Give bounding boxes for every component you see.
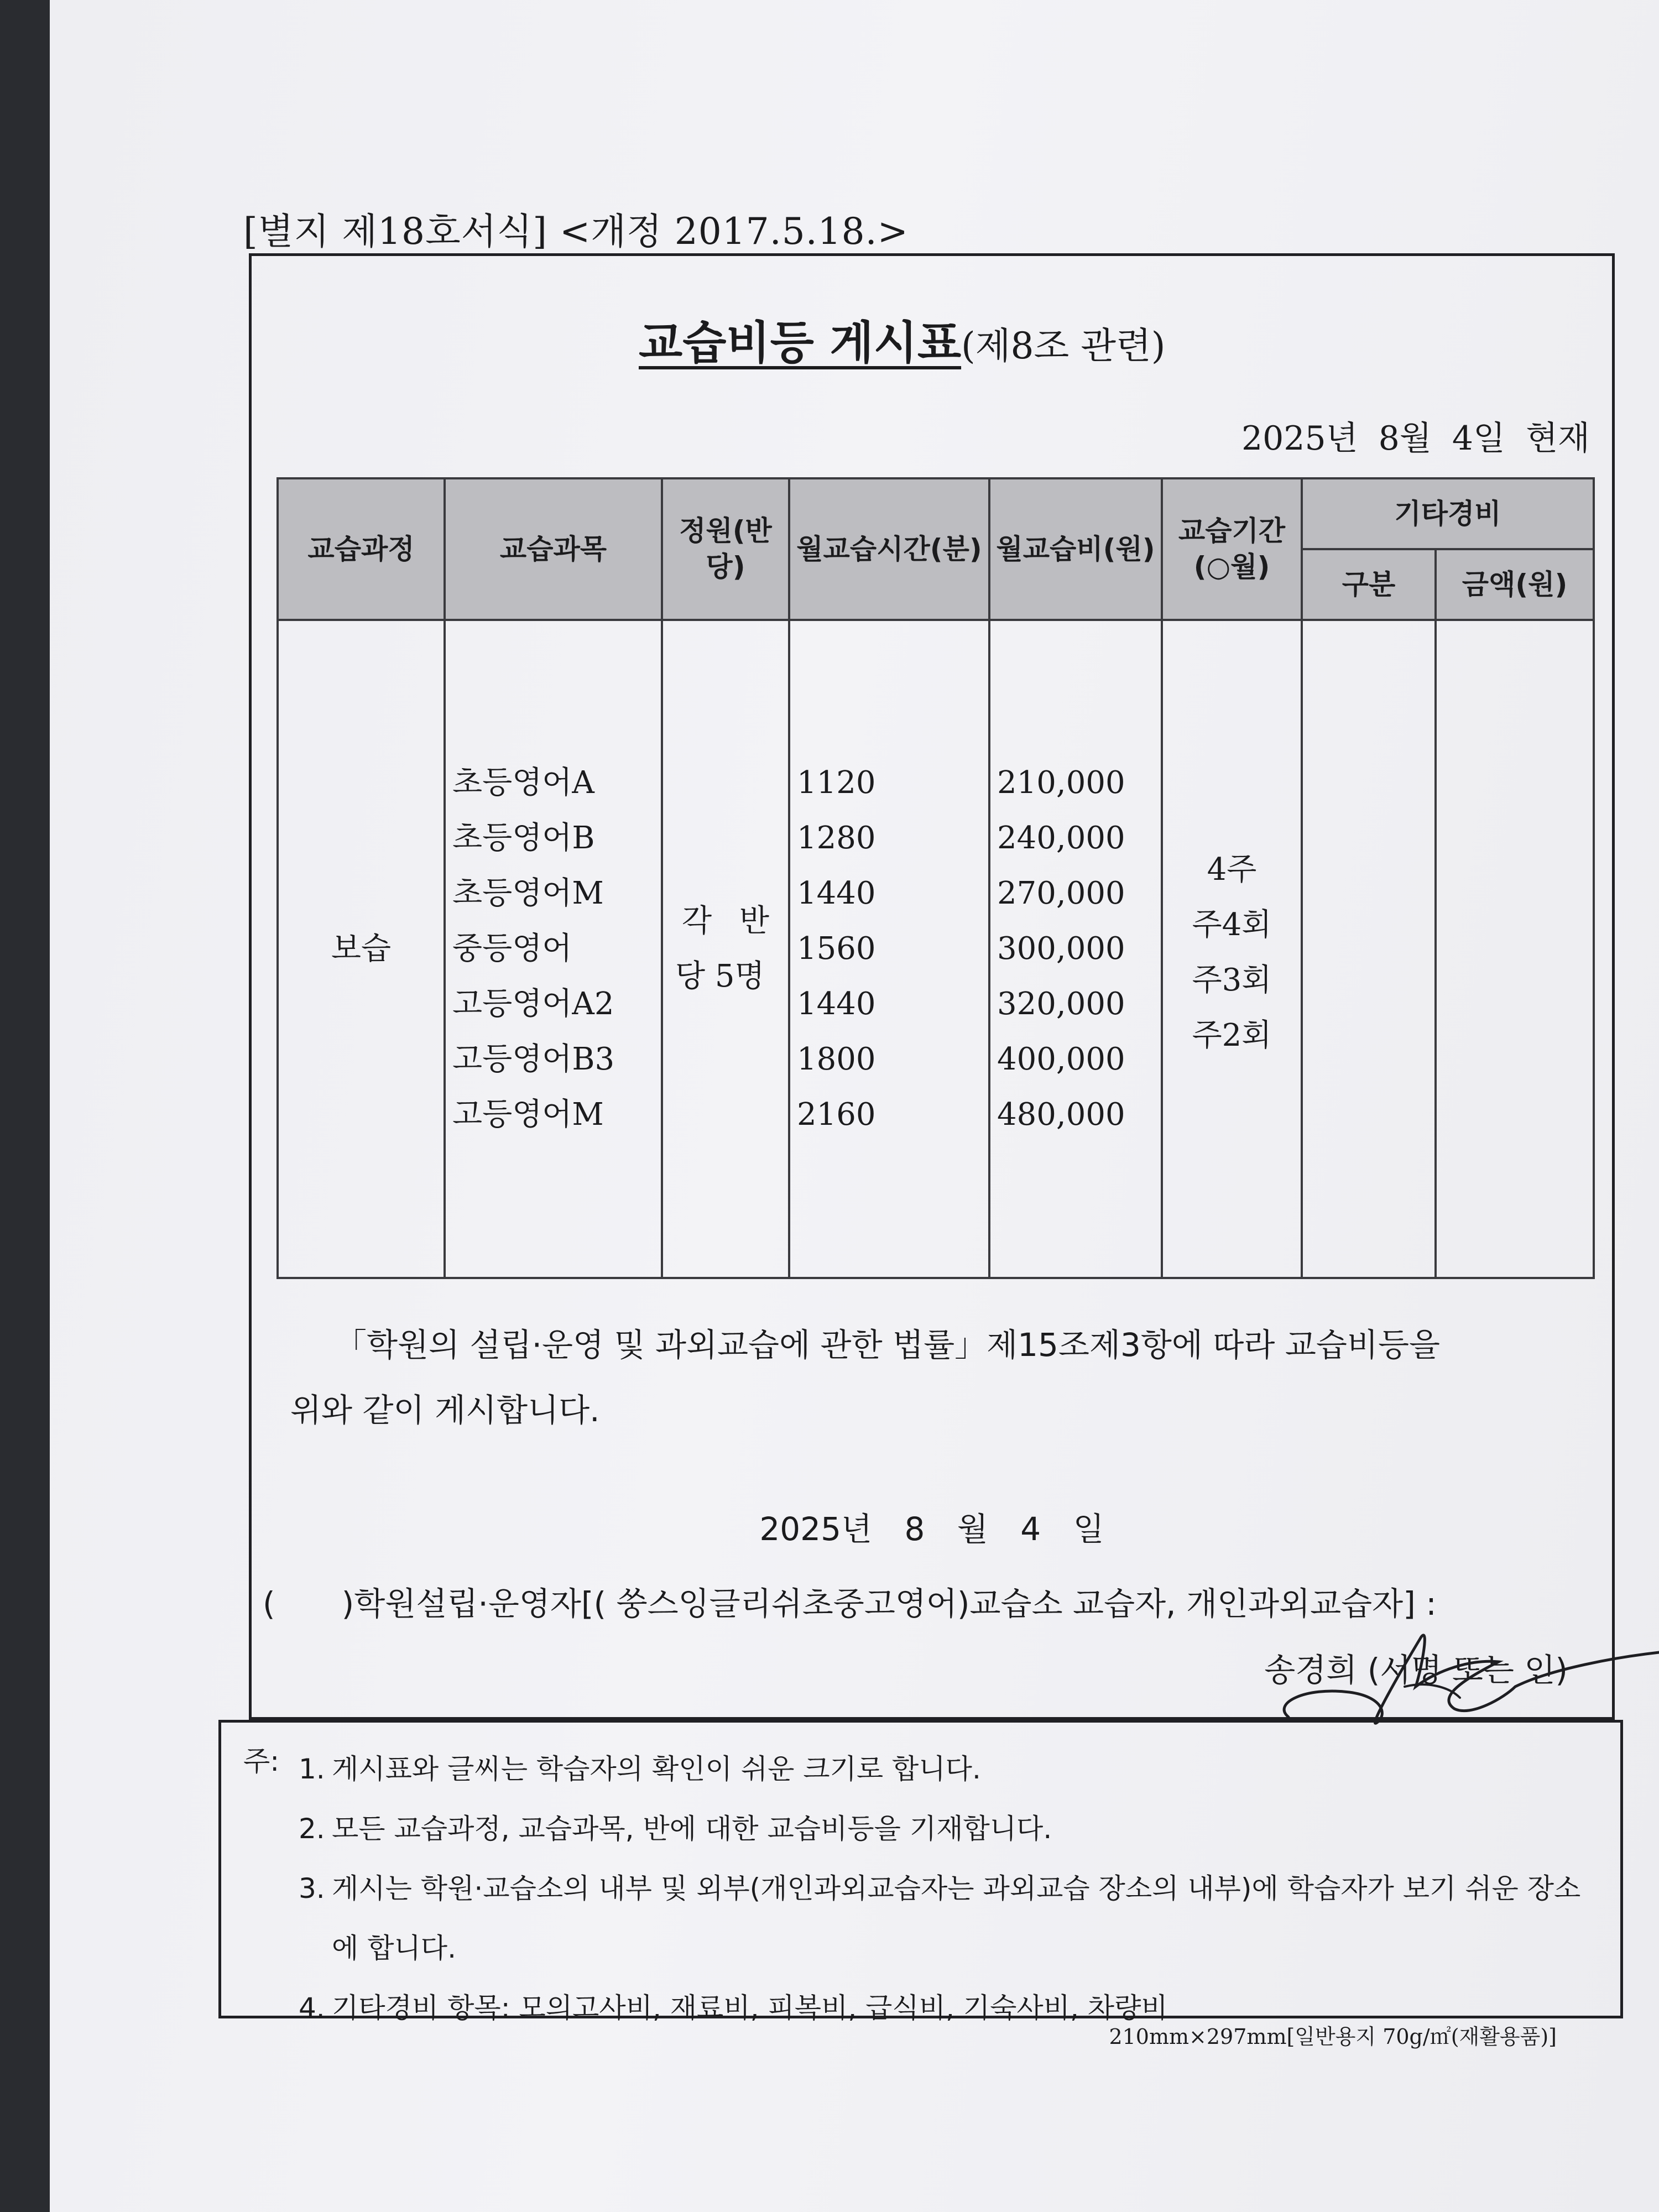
- fee-table: [276, 477, 1595, 1279]
- other-category-cell: [1302, 620, 1436, 1278]
- note-item: [299, 1739, 1582, 1799]
- notes-box: [218, 1720, 1623, 2024]
- as-of-date: 2025년 8월 4일 현재: [1241, 419, 1590, 458]
- table-row: [278, 620, 1594, 1278]
- signature-date: 2025년 8 월 4 일: [759, 1510, 1104, 1548]
- capacity-line: 당 5명: [675, 958, 765, 994]
- operator-text: )학원설립·운영자[( 쑹스잉글리쉬초중고영어)교습소 교습자, 개인과외교습자] :: [341, 1585, 1437, 1623]
- subject-item: 고등영어M: [452, 1097, 604, 1133]
- monthly-fee-list: [989, 620, 1162, 1278]
- minutes-item: 1440: [797, 875, 876, 911]
- minutes-item: 1280: [797, 820, 876, 856]
- header-subject: 교습과목: [445, 478, 662, 620]
- fee-item: 240,000: [997, 820, 1125, 856]
- period-list: [1162, 620, 1302, 1278]
- header-period: 교습기간(○월): [1162, 478, 1302, 620]
- subject-item: 초등영어B: [452, 820, 595, 856]
- header-monthly-hours: 월교습시간(분): [789, 478, 989, 620]
- minutes-item: 1800: [797, 1041, 876, 1077]
- course-cell: 보습: [278, 620, 445, 1278]
- period-item: 주2회: [1192, 1018, 1272, 1053]
- note-item: [299, 1859, 1582, 1978]
- notice-frame: [249, 253, 1615, 1720]
- note-number: 1.: [299, 1753, 325, 1785]
- monthly-minutes-list: [789, 620, 989, 1278]
- note-item: [299, 1799, 1582, 1859]
- subject-item: 고등영어A2: [452, 986, 614, 1022]
- fee-item: 210,000: [997, 765, 1125, 801]
- note-number: 3.: [299, 1872, 325, 1905]
- form-header-note: [별지 제18호서식] <개정 2017.5.18.>: [243, 210, 909, 253]
- notes-list: [299, 1739, 1582, 2038]
- period-item: 주3회: [1192, 962, 1272, 998]
- title-sub: (제8조 관련): [961, 325, 1166, 367]
- subject-item: 초등영어M: [452, 875, 604, 911]
- note-text: 기타경비 항목: 모의고사비, 재료비, 피복비, 급식비, 기숙사비, 차량비: [332, 1992, 1168, 2024]
- minutes-item: 2160: [797, 1097, 876, 1133]
- fee-item: 320,000: [997, 986, 1125, 1022]
- subject-item: 고등영어B3: [452, 1041, 615, 1077]
- period-item: 주4회: [1192, 907, 1272, 943]
- period-item: 4주: [1207, 852, 1257, 888]
- minutes-item: 1440: [797, 986, 876, 1022]
- subject-item: 초등영어A: [452, 765, 594, 801]
- note-text: 게시는 학원·교습소의 내부 및 외부(개인과외교습자는 과외교습 장소의 내부)에 학습자가 보기 쉬운 장소에 합니다.: [332, 1872, 1581, 1964]
- title-main: 교습비등 게시표: [639, 317, 962, 369]
- header-capacity: 정원(반당): [662, 478, 789, 620]
- other-amount-cell: [1436, 620, 1594, 1278]
- header-category: 구분: [1302, 549, 1436, 620]
- minutes-item: 1560: [797, 931, 876, 967]
- statement-line: 위와 같이 게시합니다.: [290, 1391, 600, 1429]
- note-number: 4.: [299, 1992, 325, 2024]
- note-text: 모든 교습과정, 교습과목, 반에 대한 교습비등을 기재합니다.: [332, 1813, 1052, 1845]
- capacity-cell: [662, 620, 789, 1278]
- capacity-line: 각 반: [682, 903, 769, 939]
- legal-statement: [290, 1312, 1579, 1443]
- operator-open-paren: (: [263, 1585, 275, 1623]
- minutes-item: 1120: [797, 765, 876, 801]
- fee-item: 480,000: [997, 1097, 1125, 1133]
- table-header-row: [278, 478, 1594, 549]
- header-course: 교습과정: [278, 478, 445, 620]
- signer-name: 송경희 (서명 또는 인): [1264, 1651, 1568, 1689]
- subject-list: [445, 620, 662, 1278]
- subject-item: 중등영어: [452, 931, 572, 967]
- paper-spec: 210mm×297mm[일반용지 70g/㎡(재활용품)]: [1109, 2025, 1557, 2049]
- fee-item: 400,000: [997, 1041, 1125, 1077]
- header-amount: 금액(원): [1436, 549, 1594, 620]
- statement-line: 「학원의 설립·운영 및 과외교습에 관한 법률」제15조제3항에 따라 교습비등을: [335, 1326, 1441, 1364]
- document-paper: [50, 0, 1659, 2212]
- fee-item: 300,000: [997, 931, 1125, 967]
- note-text: 게시표와 글씨는 학습자의 확인이 쉬운 크기로 합니다.: [332, 1753, 981, 1785]
- fee-item: 270,000: [997, 875, 1125, 911]
- note-number: 2.: [299, 1813, 325, 1845]
- notes-label: 주:: [243, 1745, 280, 1777]
- document-title: [639, 307, 1166, 372]
- header-other-expenses: 기타경비: [1302, 478, 1594, 549]
- header-monthly-fee: 월교습비(원): [989, 478, 1162, 620]
